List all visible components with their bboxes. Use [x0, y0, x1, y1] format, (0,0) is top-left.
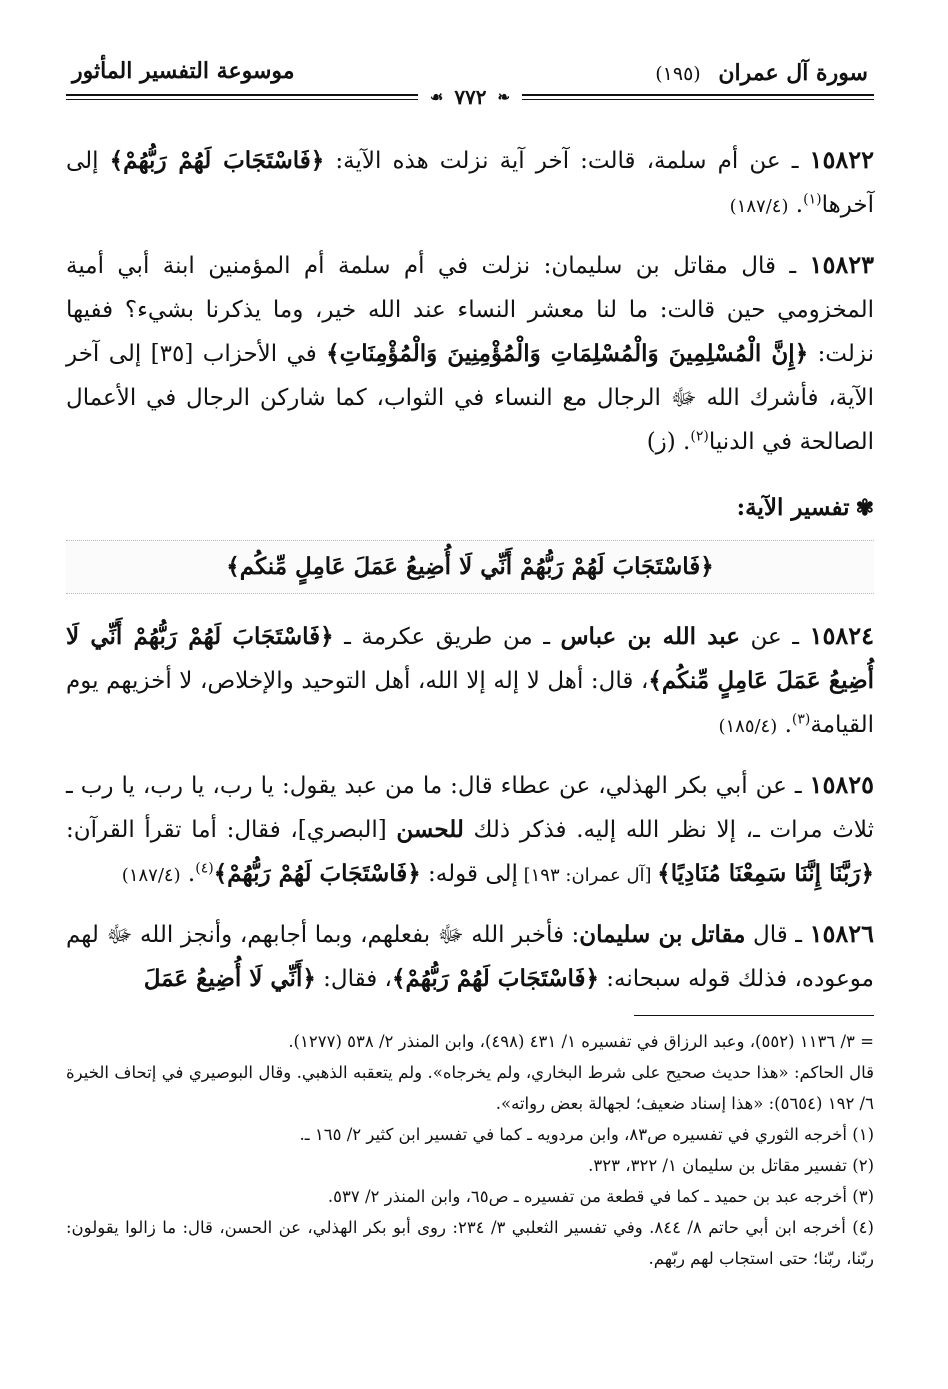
- quran-quote: ﴿أَنِّي لَا أُضِيعُ عَمَلَ: [143, 965, 316, 992]
- report-text: [البصري]، فقال: أما تقرأ القرآن:: [66, 817, 397, 843]
- footnote-3: (٣) أخرجه عبد بن حميد ـ كما في قطعة من تفسيره ـ ص٦٥، وابن المنذر ٢/ ٥٣٧.: [327, 1187, 874, 1206]
- report-15826: [66, 912, 874, 1001]
- report-text: ، فقال:: [315, 966, 392, 992]
- verse-box: ﴿فَاسْتَجَابَ لَهُمْ رَبُّهُمْ أَنِّي لَا أُضِيعُ عَمَلَ عَامِلٍ مِّنكُم﴾: [66, 540, 874, 594]
- report-text: ـ عن أبي بكر الهذلي، عن عطاء قال: ما من عبد يقول: يا رب، يا رب، يا رب ـ ثلاث مرات ـ، إلا نظر الله إليه. فذكر ذلك: [66, 773, 874, 843]
- verse-citation: [آل عمران: ١٩٣]: [517, 865, 658, 886]
- narrator-name: للحسن: [396, 816, 464, 843]
- page-number: ٧٧٢: [454, 85, 487, 109]
- quran-quote: ﴿فَاسْتَجَابَ لَهُمْ رَبُّهُمْ﴾: [109, 147, 325, 174]
- narrator-name: عبد الله بن عباس: [560, 623, 740, 650]
- narrator-name: مقاتل بن سليمان: [579, 921, 746, 948]
- quran-quote: ﴿فَاسْتَجَابَ لَهُمْ رَبُّهُمْ﴾: [213, 860, 421, 887]
- footnote-4: (٤) أخرجه ابن أبي حاتم ٨/ ٨٤٤. وفي تفسير الثعلبي ٣/ ٢٣٤: روى أبو بكر الهذلي، عن الحسن، قال: ما زالوا يقولون: ربّنا، ربّنا؛ حتى استجاب لهم ربّهم.: [66, 1218, 874, 1268]
- footnote-text: قال الحاكم: «هذا حديث صحيح على شرط البخاري، ولم يخرجاه». ولم يتعقبه الذهبي. وقال البوصيري في إتحاف الخيرة ٦/ ١٩٢ (٥٦٥٤): «هذا إسناد ضعيف؛ لجهالة بعض رواته».: [66, 1063, 874, 1113]
- page-number-box: [418, 84, 522, 110]
- footnote-2: (٢) تفسير مقاتل بن سليمان ١/ ٣٢٢، ٣٢٣.: [588, 1156, 874, 1175]
- report-text: .: [675, 429, 691, 455]
- report-number: ١٥٨٢٣: [809, 250, 874, 279]
- report-text: .: [788, 192, 804, 218]
- footnote-1: (١) أخرجه الثوري في تفسيره ص٨٣، وابن مردويه ـ كما في تفسير ابن كثير ٢/ ١٦٥ ـ.: [299, 1125, 874, 1144]
- footnote-continuation: = ٣/ ١١٣٦ (٥٥٢)، وعبد الرزاق في تفسيره ١/ ٤٣١ (٤٩٨)، وابن المنذر ٢/ ٥٣٨ (١٢٧٧).: [288, 1032, 874, 1051]
- report-text: في الأحزاب [٣٥] إلى آخر الآية، فأشرك الله ﷻ الرجال مع النساء في الثواب، كما شاركن الرجال في الأعمال الصالحة في الدنيا: [66, 341, 874, 455]
- flower-ornament-icon: ✾: [855, 495, 874, 521]
- report-text: ـ عن: [739, 624, 810, 650]
- surah-heading: [655, 60, 868, 86]
- report-number: ١٥٨٢٢: [809, 145, 874, 174]
- running-header: [66, 54, 874, 109]
- quran-quote: ﴿فَاسْتَجَابَ لَهُمْ رَبُّهُمْ﴾: [391, 965, 599, 992]
- ornament-icon: ☙: [429, 88, 444, 106]
- quran-quote: ﴿رَبَّنَا إِنَّنَا سَمِعْنَا مُنَادِيًا﴾: [657, 860, 874, 887]
- surah-name: سورة آل عمران: [718, 60, 868, 86]
- ornament-icon: ❧: [497, 88, 511, 106]
- footnote-marker: (٣): [791, 711, 811, 728]
- volume-reference: (١٨٥/٤): [718, 716, 778, 737]
- report-number: ١٥٨٢٦: [809, 919, 875, 948]
- report-text: ـ قال مقاتل بن سليمان: نزلت في أم سلمة أم المؤمنين ابنة أبي أمية المخزومي حين قالت: ما لنا معشر النساء عند الله خير، وما يذكرنا بشيء؟ ففيها نزلت:: [66, 253, 874, 367]
- report-text: إلى قوله:: [420, 861, 518, 887]
- report-text: ـ عن أم سلمة، قالت: آخر آية نزلت هذه الآية:: [324, 148, 810, 174]
- report-text: : فأخبر الله ﷻ بفعلهم، وبما أجابهم، وأنجز الله ﷻ لهم موعوده، فذلك قوله سبحانه:: [66, 922, 874, 992]
- report-text: .: [777, 712, 792, 738]
- report-number: ١٥٨٢٤: [809, 621, 875, 650]
- report-text: ـ قال: [745, 922, 810, 948]
- report-15823: [66, 243, 874, 464]
- footnote-marker: (٤): [195, 860, 214, 877]
- page: [66, 54, 874, 1274]
- volume-reference: (ز): [646, 429, 676, 455]
- book-title: موسوعة التفسير المأثور: [72, 58, 295, 84]
- report-text: ـ من طريق عكرمة ـ: [333, 624, 561, 650]
- quran-quote: ﴿إِنَّ الْمُسْلِمِينَ وَالْمُسْلِمَاتِ وَالْمُؤْمِنِينَ وَالْمُؤْمِنَاتِ﴾: [326, 340, 809, 367]
- main-text: [66, 138, 874, 1001]
- footnotes: [66, 1026, 874, 1274]
- report-number: ١٥٨٢٥: [809, 770, 874, 799]
- footnote-marker: (٢): [690, 428, 709, 445]
- footnote-marker: (١): [803, 191, 822, 208]
- volume-reference: (١٨٧/٤): [121, 865, 181, 886]
- footnote-separator: [634, 1015, 874, 1016]
- section-heading: [66, 490, 874, 526]
- report-15822: [66, 138, 874, 229]
- report-text: إلى آخرها: [66, 148, 874, 218]
- quran-quote: ﴿فَاسْتَجَابَ لَهُمْ رَبُّهُمْ أَنِّي لَا أُضِيعُ عَمَلَ عَامِلٍ مِّنكُم﴾: [66, 623, 874, 694]
- report-15824: [66, 614, 874, 749]
- verse-number: (١٩٥): [655, 63, 701, 85]
- report-text: .: [180, 861, 196, 887]
- report-text: ، قال: أهل لا إله إلا الله، أهل التوحيد والإخلاص، لا أخزيهم يوم القيامة: [66, 668, 874, 738]
- volume-reference: (١٨٧/٤): [729, 196, 789, 217]
- section-title: تفسير الآية:: [736, 494, 850, 521]
- report-15825: [66, 763, 874, 898]
